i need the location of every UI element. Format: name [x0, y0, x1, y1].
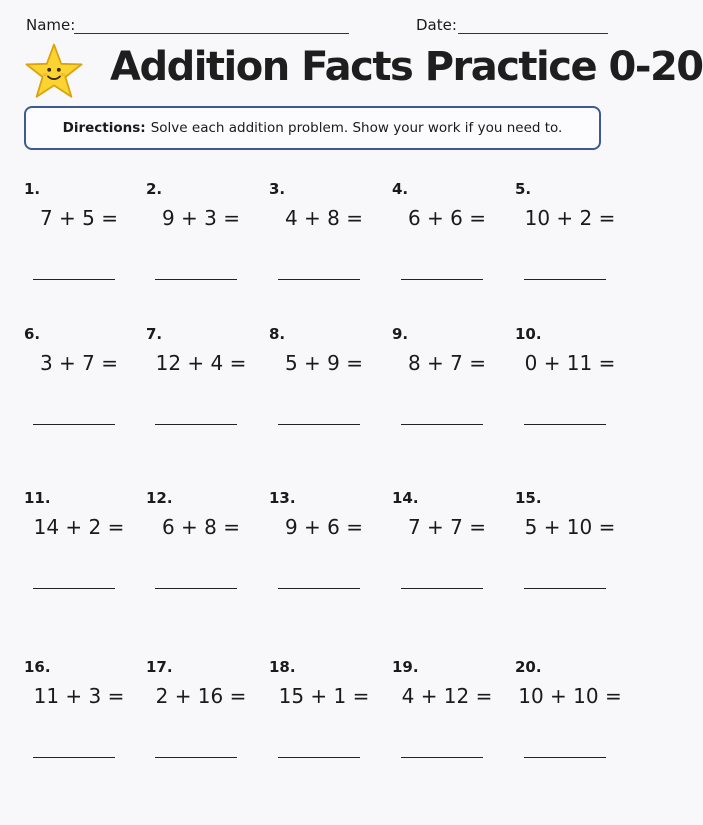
answer-line[interactable]: [33, 279, 115, 280]
problem-number: 20.: [515, 658, 542, 676]
problem: [515, 658, 625, 778]
problem: [146, 658, 256, 778]
problem: [24, 180, 134, 300]
answer-line[interactable]: [155, 757, 237, 758]
problem: [515, 325, 625, 445]
answer-line[interactable]: [33, 424, 115, 425]
problem-expression: 2 + 16 =: [155, 684, 247, 708]
problem-number: 11.: [24, 489, 51, 507]
problem: [24, 325, 134, 445]
problem: [269, 489, 379, 609]
answer-line[interactable]: [155, 424, 237, 425]
answer-line[interactable]: [524, 424, 606, 425]
problem-number: 18.: [269, 658, 296, 676]
problem: [269, 180, 379, 300]
answer-line[interactable]: [155, 588, 237, 589]
problem: [269, 658, 379, 778]
problem: [146, 489, 256, 609]
answer-line[interactable]: [278, 588, 360, 589]
problem: [392, 658, 502, 778]
problem-number: 10.: [515, 325, 542, 343]
answer-line[interactable]: [278, 757, 360, 758]
problem-expression: 0 + 11 =: [524, 351, 616, 375]
problem-number: 15.: [515, 489, 542, 507]
problem-number: 13.: [269, 489, 296, 507]
problem-number: 16.: [24, 658, 51, 676]
date-label: Date:: [416, 16, 457, 34]
answer-line[interactable]: [33, 757, 115, 758]
answer-line[interactable]: [401, 279, 483, 280]
answer-line[interactable]: [524, 279, 606, 280]
answer-line[interactable]: [401, 424, 483, 425]
problem-expression: 7 + 5 =: [39, 206, 119, 230]
problem-number: 9.: [392, 325, 409, 343]
problem-number: 19.: [392, 658, 419, 676]
problem-expression: 7 + 7 =: [407, 515, 487, 539]
problem-number: 6.: [24, 325, 41, 343]
problem: [515, 489, 625, 609]
answer-line[interactable]: [155, 279, 237, 280]
problem-number: 1.: [24, 180, 41, 198]
problem-number: 2.: [146, 180, 163, 198]
directions-label: Directions:: [62, 120, 146, 136]
problem-expression: 14 + 2 =: [33, 515, 125, 539]
problem-number: 12.: [146, 489, 173, 507]
problem-expression: 10 + 10 =: [518, 684, 622, 708]
problem-expression: 5 + 9 =: [284, 351, 364, 375]
problem-number: 17.: [146, 658, 173, 676]
answer-line[interactable]: [33, 588, 115, 589]
problem: [392, 489, 502, 609]
problem-number: 7.: [146, 325, 163, 343]
problem-expression: 6 + 8 =: [161, 515, 241, 539]
problem: [24, 658, 134, 778]
directions-text: Solve each addition problem. Show your work if you need to.: [150, 120, 563, 136]
answer-line[interactable]: [401, 588, 483, 589]
problem: [146, 325, 256, 445]
problem: [392, 180, 502, 300]
problem-number: 4.: [392, 180, 409, 198]
answer-line[interactable]: [278, 424, 360, 425]
name-label: Name:: [26, 16, 76, 34]
problem: [24, 489, 134, 609]
problem: [269, 325, 379, 445]
problem: [392, 325, 502, 445]
problem-expression: 11 + 3 =: [33, 684, 125, 708]
answer-line[interactable]: [524, 588, 606, 589]
problem-expression: 3 + 7 =: [39, 351, 119, 375]
problem-expression: 6 + 6 =: [407, 206, 487, 230]
problem-number: 3.: [269, 180, 286, 198]
problem-expression: 8 + 7 =: [407, 351, 487, 375]
problem-number: 14.: [392, 489, 419, 507]
problem: [515, 180, 625, 300]
problem-expression: 15 + 1 =: [278, 684, 370, 708]
problem: [146, 180, 256, 300]
problem-expression: 10 + 2 =: [524, 206, 616, 230]
problem-expression: 4 + 12 =: [401, 684, 493, 708]
problem-expression: 9 + 6 =: [284, 515, 364, 539]
problem-number: 5.: [515, 180, 532, 198]
problem-expression: 12 + 4 =: [155, 351, 247, 375]
problem-number: 8.: [269, 325, 286, 343]
problem-expression: 4 + 8 =: [284, 206, 364, 230]
answer-line[interactable]: [401, 757, 483, 758]
answer-line[interactable]: [524, 757, 606, 758]
page-title: Addition Facts Practice 0-20: [110, 44, 703, 90]
problem-expression: 9 + 3 =: [161, 206, 241, 230]
problem-expression: 5 + 10 =: [524, 515, 616, 539]
answer-line[interactable]: [278, 279, 360, 280]
